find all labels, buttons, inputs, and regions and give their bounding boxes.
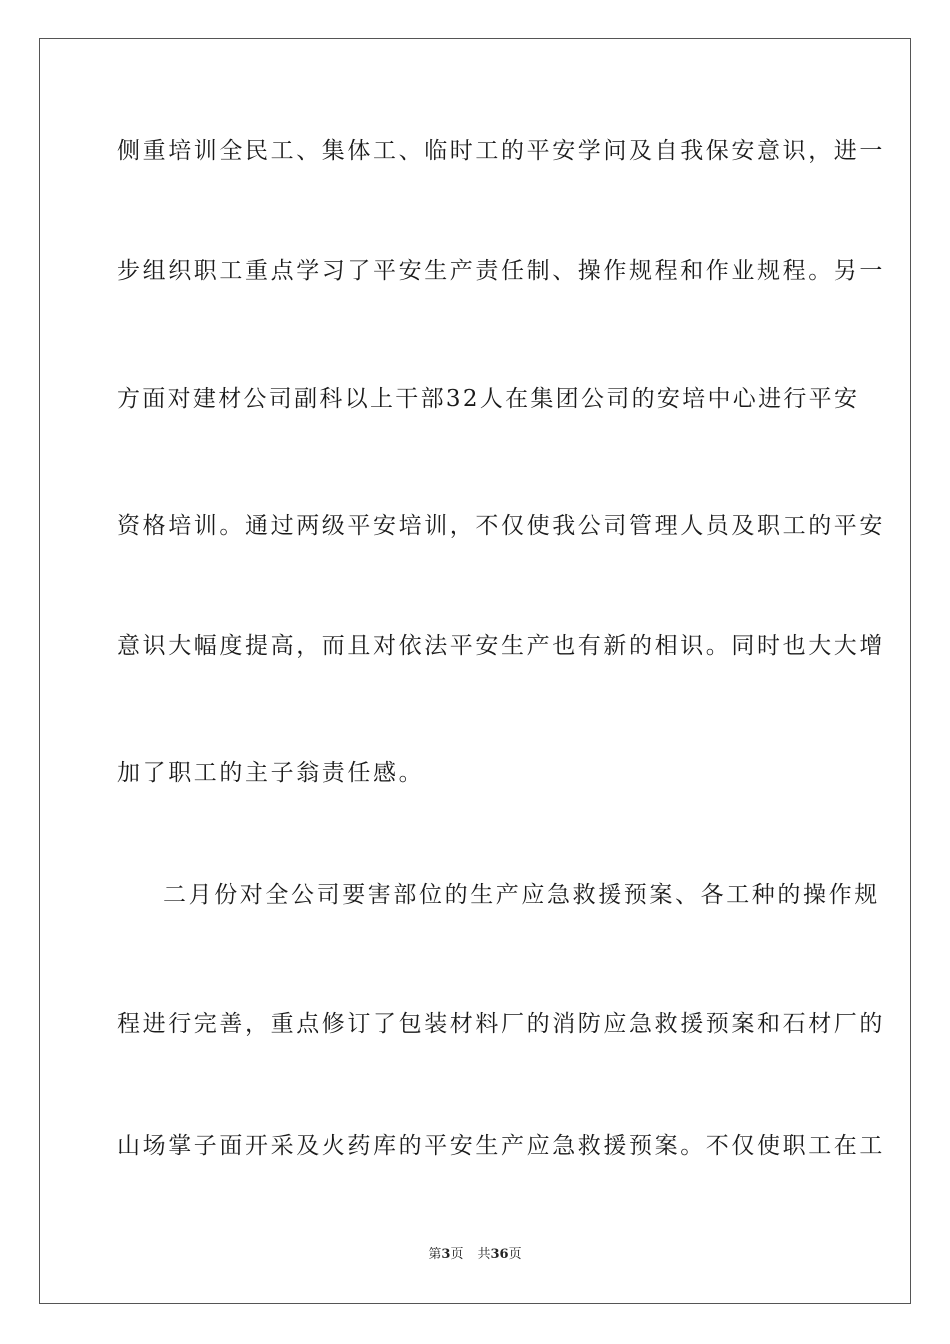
page-footer bbox=[0, 1246, 950, 1264]
body-text-line-3: 方面对建材公司副科以上干部32人在集团公司的安培中心进行平安 bbox=[117, 386, 860, 412]
body-text-line-5: 意识大幅度提高，而且对依法平安生产也有新的相识。同时也大大增 bbox=[117, 633, 885, 659]
body-text-line-9: 山场掌子面开采及火药库的平安生产应急救援预案。不仅使职工在工 bbox=[117, 1133, 885, 1159]
body-text-line-2: 步组织职工重点学习了平安生产责任制、操作规程和作业规程。另一 bbox=[117, 258, 885, 284]
body-text-line-4: 资格培训。通过两级平安培训，不仅使我公司管理人员及职工的平安 bbox=[117, 513, 885, 539]
body-text-line-1: 侧重培训全民工、集体工、临时工的平安学问及自我保安意识，进一 bbox=[117, 138, 885, 164]
paragraph-2-first-line: 二月份对全公司要害部位的生产应急救援预案、各工种的操作规 bbox=[163, 882, 880, 908]
total-prefix: 共 bbox=[477, 1247, 491, 1262]
page-suffix: 页 bbox=[450, 1247, 464, 1262]
body-text-line-6: 加了职工的主子翁责任感。 bbox=[117, 760, 425, 786]
page-number: 3 bbox=[441, 1247, 451, 1262]
total-pages: 36 bbox=[490, 1247, 509, 1262]
page-prefix: 第 bbox=[428, 1247, 442, 1262]
total-suffix: 页 bbox=[508, 1247, 522, 1262]
body-text-line-8: 程进行完善，重点修订了包装材料厂的消防应急救援预案和石材厂的 bbox=[117, 1011, 885, 1037]
page-border bbox=[39, 38, 911, 1304]
